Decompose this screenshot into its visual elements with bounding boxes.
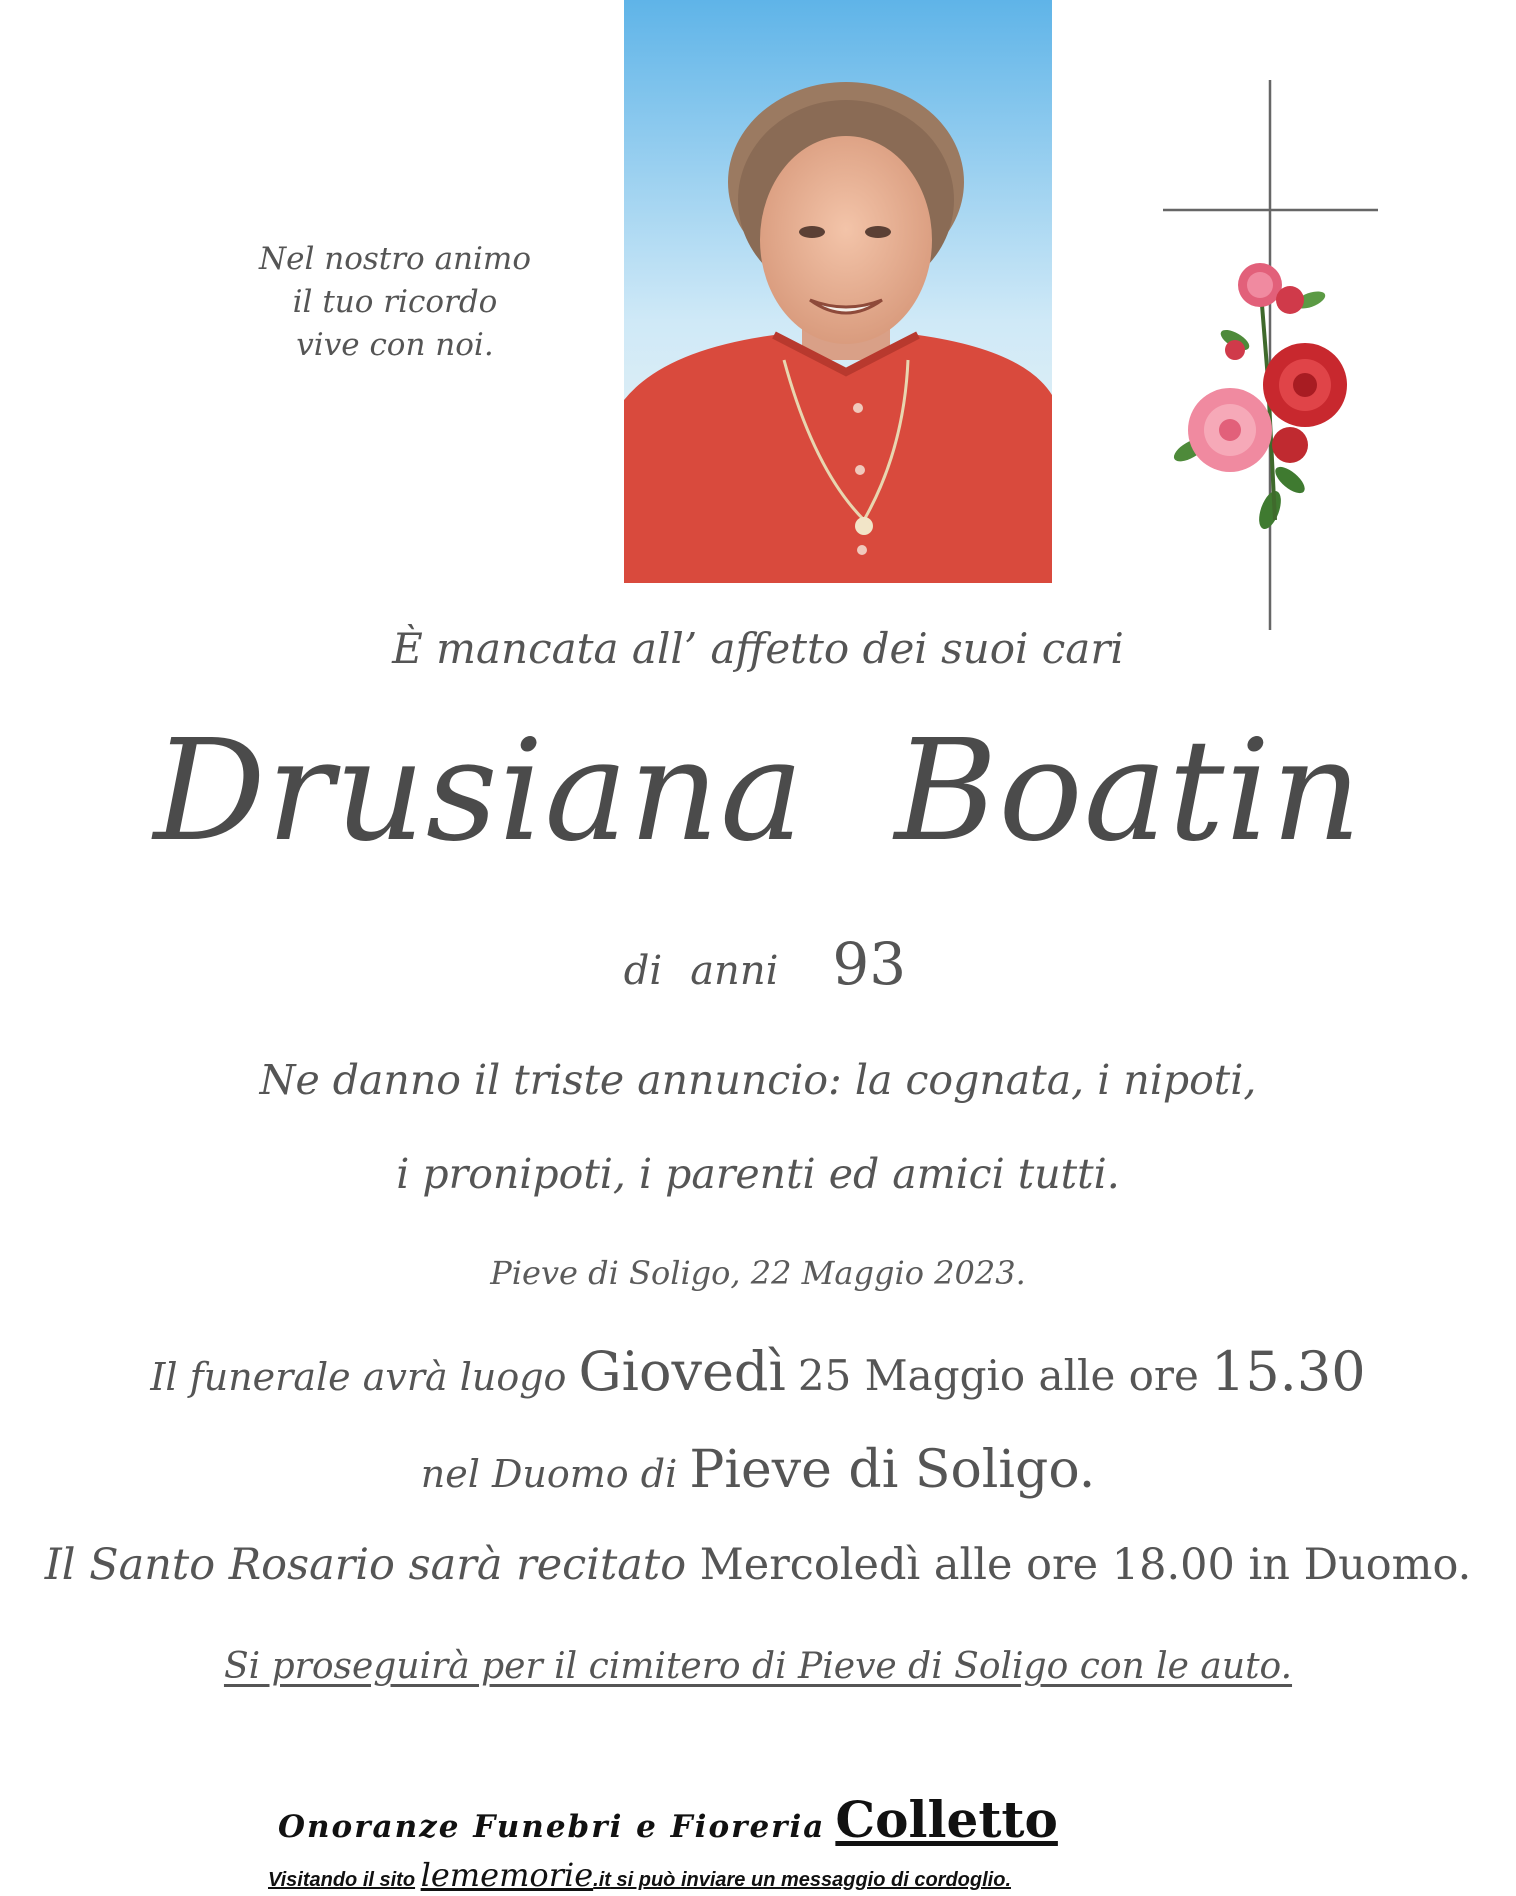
age-label-di: di (623, 948, 663, 994)
age-line (0, 930, 1516, 998)
rosary-prefix: Il Santo Rosario sarà recitato (44, 1540, 687, 1590)
site-suffix: .it (593, 1869, 611, 1891)
funeral-home-name: Onoranze Funebri e Fioreria (278, 1809, 826, 1845)
place-date-line: Pieve di Soligo, 22 Maggio 2023. (490, 1254, 1026, 1292)
funeral-place-line (0, 1440, 1516, 1500)
announcement-line: i pronipoti, i parenti ed amici tutti. (396, 1150, 1120, 1198)
age-value: 93 (832, 930, 907, 998)
rosary-details: Mercoledì alle ore 18.00 in Duomo. (699, 1540, 1472, 1590)
age-label-anni: anni (690, 948, 779, 994)
funeral-home-brand: Colletto (835, 1790, 1058, 1849)
visit-prefix: Visitando il sito (268, 1869, 416, 1891)
rosary-line (0, 1540, 1516, 1590)
site-link[interactable]: lememorie (420, 1856, 594, 1894)
visit-suffix: si può inviare un messaggio di cordoglio. (610, 1869, 1011, 1891)
funeral-line (0, 1340, 1516, 1403)
funeral-place: Pieve di Soligo. (689, 1440, 1096, 1500)
funeral-prefix: Il funerale avrà luogo (150, 1355, 567, 1399)
first-name: Drusiana (153, 710, 805, 873)
portrait-illustration (624, 0, 1052, 583)
announcement-line: Ne danno il triste annuncio: la cognata, i nipoti, (259, 1056, 1257, 1104)
quote-line: vive con noi. (296, 327, 494, 363)
condolence-note (268, 1856, 1011, 1894)
continuation-line: Si proseguirà per il cimitero di Pieve di Soligo con le auto. (223, 1646, 1293, 1687)
funeral-home-line (278, 1790, 1058, 1849)
quote-line: Nel nostro animo (259, 241, 531, 277)
quote-line: il tuo ricordo (292, 284, 498, 320)
memorial-quote (230, 238, 560, 367)
deceased-name (0, 712, 1516, 872)
funeral-day: Giovedì (578, 1340, 786, 1403)
last-name: Boatin (894, 710, 1363, 873)
intro-text: È mancata all’ affetto dei suoi cari (392, 624, 1124, 673)
cross-roses-drawing (1160, 80, 1380, 630)
funeral-date: 25 Maggio alle ore (797, 1351, 1199, 1400)
portrait-photo (624, 0, 1052, 583)
funeral-time: 15.30 (1210, 1340, 1366, 1403)
cross-with-roses-icon (1160, 80, 1380, 630)
funeral-place-prefix: nel Duomo di (420, 1452, 678, 1496)
